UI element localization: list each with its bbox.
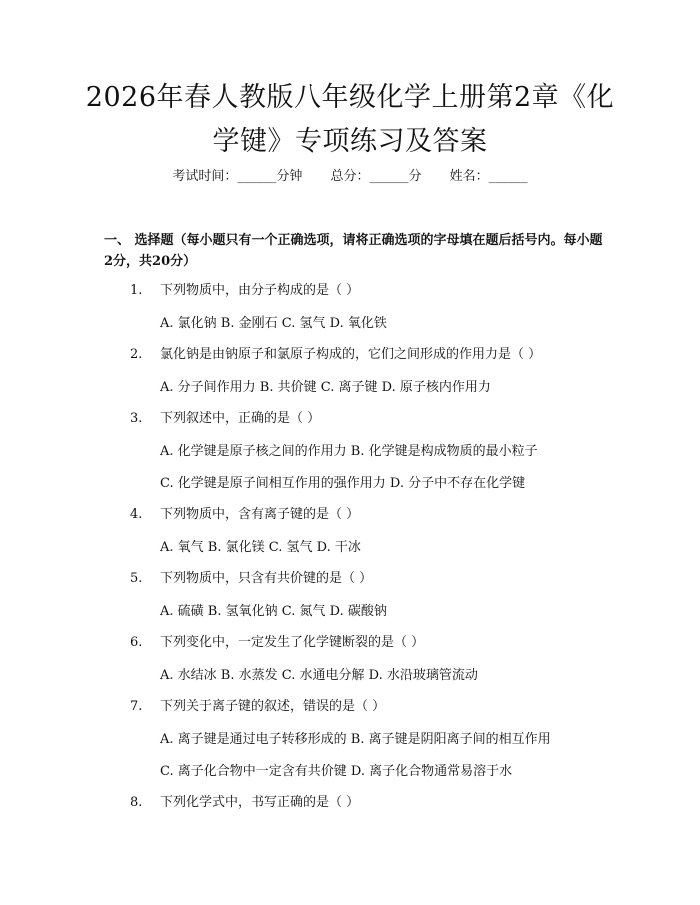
question-text: 下列关于离子键的叙述，错误的是（ ） bbox=[160, 699, 386, 714]
question-options bbox=[0, 468, 700, 500]
option-text: A. 氯化钠 B. 金刚石 C. 氢气 D. 氧化铁 bbox=[160, 316, 387, 331]
question-text: 下列物质中，含有离子键的是（ ） bbox=[160, 507, 360, 522]
question-item bbox=[0, 500, 700, 564]
question-options bbox=[0, 596, 700, 628]
option-text: C. 离子化合物中一定含有共价键 D. 离子化合物通常易溶于水 bbox=[160, 764, 513, 779]
question-line bbox=[0, 404, 700, 436]
question-item bbox=[0, 340, 700, 404]
question-options bbox=[0, 532, 700, 564]
exam-meta bbox=[0, 168, 700, 186]
question-line bbox=[0, 276, 700, 308]
question-text: 下列物质中，只含有共价键的是（ ） bbox=[160, 571, 373, 586]
question-line bbox=[0, 788, 700, 820]
question-item bbox=[0, 276, 700, 340]
question-text: 下列变化中，一定发生了化学键断裂的是（ ） bbox=[160, 635, 425, 650]
question-line bbox=[0, 340, 700, 372]
question-line bbox=[0, 500, 700, 532]
question-item bbox=[0, 788, 700, 820]
question-number: 5. bbox=[130, 571, 143, 586]
question-line bbox=[0, 628, 700, 660]
option-text: A. 分子间作用力 B. 共价键 C. 离子键 D. 原子核内作用力 bbox=[160, 380, 491, 395]
question-number: 6. bbox=[130, 635, 143, 650]
section-heading: 一、 选择题（每小题只有一个正确选项，请将正确选项的字母填在题后括号内。每小题2分，共20分） bbox=[104, 233, 603, 269]
student-name: 姓名：______ bbox=[449, 169, 528, 184]
question-text: 下列叙述中，正确的是（ ） bbox=[160, 411, 321, 426]
question-text: 下列物质中，由分子构成的是（ ） bbox=[160, 283, 360, 298]
exam-time: 考试时间：______分钟 bbox=[172, 169, 303, 184]
question-options bbox=[0, 308, 700, 340]
question-number: 4. bbox=[130, 507, 143, 522]
option-text: A. 氧气 B. 氯化镁 C. 氢气 D. 干冰 bbox=[160, 540, 361, 555]
question-options bbox=[0, 436, 700, 468]
question-options bbox=[0, 724, 700, 756]
question-text: 下列化学式中，书写正确的是（ ） bbox=[160, 795, 360, 810]
exam-score: 总分：______分 bbox=[330, 169, 422, 184]
question-item bbox=[0, 564, 700, 628]
question-list bbox=[0, 276, 700, 820]
page-title: 2026年春人教版八年级化学上册第2章《化学键》专项练习及答案 bbox=[85, 82, 615, 157]
question-line bbox=[0, 564, 700, 596]
question-number: 8. bbox=[130, 795, 143, 810]
question-number: 3. bbox=[130, 411, 143, 426]
question-item bbox=[0, 628, 700, 692]
question-options bbox=[0, 660, 700, 692]
question-options bbox=[0, 372, 700, 404]
option-text: A. 化学键是原子核之间的作用力 B. 化学键是构成物质的最小粒子 bbox=[160, 444, 538, 459]
question-text: 氯化钠是由钠原子和氯原子构成的，它们之间形成的作用力是（ ） bbox=[160, 347, 542, 362]
question-item bbox=[0, 692, 700, 788]
question-item bbox=[0, 404, 700, 500]
question-options bbox=[0, 756, 700, 788]
question-number: 7. bbox=[130, 699, 143, 714]
question-line bbox=[0, 692, 700, 724]
option-text: C. 化学键是原子间相互作用的强作用力 D. 分子中不存在化学键 bbox=[160, 476, 526, 491]
option-text: A. 硫磺 B. 氢氧化钠 C. 氮气 D. 碳酸钠 bbox=[160, 604, 387, 619]
question-number: 1. bbox=[130, 283, 143, 298]
option-text: A. 水结冰 B. 水蒸发 C. 水通电分解 D. 水沿玻璃管流动 bbox=[160, 668, 478, 683]
question-number: 2. bbox=[130, 347, 143, 362]
option-text: A. 离子键是通过电子转移形成的 B. 离子键是阴阳离子间的相互作用 bbox=[160, 732, 551, 747]
